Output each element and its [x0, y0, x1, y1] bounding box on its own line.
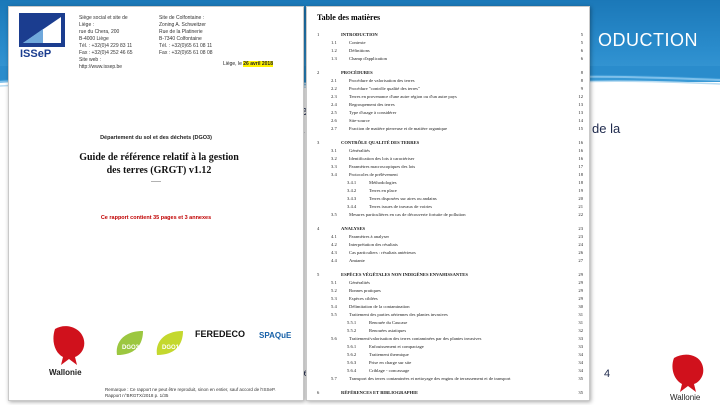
toc-entry-title: Délimitation de la contamination	[349, 304, 410, 309]
title-separator: -----	[151, 179, 161, 185]
toc-entry	[307, 319, 589, 327]
toc-entry-title: Traitement/valorisation des terres contaminées par des plantes invasives	[349, 336, 482, 341]
toc-entry-page: 23	[578, 226, 583, 231]
toc-entry	[307, 187, 589, 195]
address-line: Site de Colfontaine :	[159, 15, 205, 21]
toc-entry-page: 34	[578, 368, 583, 373]
wallonie-rooster-logo	[666, 352, 710, 402]
toc-entry-page: 13	[578, 110, 583, 115]
toc-entry-number: 2.3	[331, 94, 337, 99]
toc-entry-page: 8	[580, 78, 583, 83]
toc-entry-page: 19	[578, 188, 583, 193]
toc-entry-title: Renouées asiatiques	[369, 328, 407, 333]
toc-entry-title: Paramètres macroscopiques des lots	[349, 164, 416, 169]
toc-entry-page: 13	[578, 102, 583, 107]
toc-entry-page: 21	[578, 204, 583, 209]
toc-entry-title: Procédure "contrôle qualité des terres"	[349, 86, 420, 91]
wallonie-logo	[47, 325, 91, 377]
toc-entry-page: 29	[578, 296, 583, 301]
svg-text:DGO3: DGO3	[122, 345, 140, 351]
toc-entry-title: Bonnes pratiques	[349, 288, 381, 293]
toc-entry	[307, 55, 589, 63]
toc-entry-page: 18	[578, 172, 583, 177]
toc-entry-title: Procédure de valorisation des terres	[349, 78, 415, 83]
toc-entry-page: 31	[578, 320, 583, 325]
toc-entry-page: 6	[580, 56, 583, 61]
toc-entry-number: 3.4.1	[347, 180, 357, 185]
toc-entry-page: 27	[578, 258, 583, 263]
toc-entry-page: 34	[578, 360, 583, 365]
toc-entry	[307, 233, 589, 241]
toc-entry-number: 3.5	[331, 212, 337, 217]
dgo3-logo	[113, 329, 147, 357]
toc-entry-page: 12	[578, 94, 583, 99]
toc-entry-number: 4.4	[331, 258, 337, 263]
toc-entry	[307, 101, 589, 109]
toc-entry-page: 16	[578, 148, 583, 153]
toc-entry-page: 6	[580, 48, 583, 53]
toc-entry	[307, 327, 589, 335]
toc-entry	[307, 367, 589, 375]
toc-entry-number: 5.6.4	[347, 368, 357, 373]
toc-entry-number: 5.3	[331, 296, 337, 301]
toc-entry	[307, 139, 589, 147]
toc-entry-page: 35	[578, 376, 583, 381]
toc-entry-title: Type d'usage à considérer	[349, 110, 397, 115]
toc-entry-page: 18	[578, 180, 583, 185]
toc-entry	[307, 163, 589, 171]
toc-entry-number: 1	[317, 32, 320, 37]
toc-entry-number: 5.7	[331, 376, 337, 381]
toc-entry-number: 2.6	[331, 118, 337, 123]
toc-entry-number: 1.2	[331, 48, 337, 53]
toc-entry-page: 23	[578, 234, 583, 239]
toc-entry-title: Fraction de matière pierreuse et de matière organique	[349, 126, 447, 131]
toc-entry-title: Regroupement des terres	[349, 102, 395, 107]
cover-footer-line: Rapport n°BRGTX/2018 p. 1/35	[105, 393, 169, 398]
address-line: Site web : http://www.issep.be	[79, 57, 123, 70]
toc-entry	[307, 171, 589, 179]
toc-entry-number: 2.1	[331, 78, 337, 83]
toc-entry-page: 20	[578, 196, 583, 201]
toc-entry-number: 2.7	[331, 126, 337, 131]
toc-entry-number: 3.4.3	[347, 196, 357, 201]
toc-entry-title: Généralités	[349, 148, 370, 153]
toc-entry	[307, 389, 589, 397]
toc-entry-title: RÉFÉRENCES ET BIBLIOGRAPHIE	[341, 390, 419, 395]
toc-entry	[307, 39, 589, 47]
toc-entry-title: Généralités	[349, 280, 370, 285]
toc-entry	[307, 117, 589, 125]
toc-entry	[307, 295, 589, 303]
address-line: B-4000 Liège	[79, 36, 109, 42]
toc-entry-number: 4.1	[331, 234, 337, 239]
toc-entry	[307, 211, 589, 219]
table-of-contents-page	[306, 6, 590, 401]
toc-entry-title: Transport des terres contaminées et nettoyage des engins de terrassement et de transport	[349, 376, 511, 381]
toc-entry-title: Méthodologies	[369, 180, 397, 185]
toc-entry-number: 3.2	[331, 156, 337, 161]
toc-entry-number: 3	[317, 140, 320, 145]
toc-entry-number: 5.6.1	[347, 344, 357, 349]
toc-entry-number: 1.1	[331, 40, 337, 45]
toc-entry-number: 3.4	[331, 172, 337, 177]
toc-entry-title: ANALYSES	[341, 226, 366, 231]
toc-entry-page: 17	[578, 164, 583, 169]
toc-entry	[307, 351, 589, 359]
toc-entry	[307, 303, 589, 311]
toc-entry	[307, 343, 589, 351]
toc-entry-title: Amiante	[349, 258, 365, 263]
toc-entry-title: Enfouissement et compactage	[369, 344, 424, 349]
toc-entry-number: 5.5.2	[347, 328, 357, 333]
toc-entry	[307, 225, 589, 233]
department-name: Département du sol et des déchets (DGO3)	[100, 135, 212, 141]
toc-entry-title: Contexte	[349, 40, 366, 45]
toc-entry-number: 3.4.4	[347, 204, 357, 209]
toc-entry	[307, 179, 589, 187]
toc-entry-title: Renouée du Caucase	[369, 320, 408, 325]
toc-entry-number: 5.5.1	[347, 320, 357, 325]
toc-entry-page: 5	[580, 32, 583, 37]
toc-entry-page: 5	[580, 40, 583, 45]
toc-entry	[307, 155, 589, 163]
toc-entry-number: 4.3	[331, 250, 337, 255]
toc-entry-title: Site-source	[349, 118, 370, 123]
toc-entry	[307, 47, 589, 55]
date-value: 26 avril 2018	[243, 61, 273, 67]
address-line: B-7340 Colfontaine	[159, 36, 202, 42]
toc-entry-number: 2	[317, 70, 320, 75]
toc-entry-number: 3.4.2	[347, 188, 357, 193]
toc-entry	[307, 359, 589, 367]
toc-entry	[307, 69, 589, 77]
toc-entry	[307, 249, 589, 257]
address-line: Tél. : +32(0)65 61 08 11	[159, 43, 213, 49]
svg-text:DGO1: DGO1	[162, 345, 180, 351]
toc-entry-number: 5.4	[331, 304, 337, 309]
toc-entry-page: 26	[578, 250, 583, 255]
toc-entry-title: Interprétation des résultats	[349, 242, 398, 247]
toc-entry-title: Cas particuliers : résultats antérieurs	[349, 250, 416, 255]
toc-entry-page: 29	[578, 280, 583, 285]
toc-entry	[307, 109, 589, 117]
toc-entry-title: Protocoles de prélèvement	[349, 172, 398, 177]
toc-entry-page: 35	[578, 390, 583, 395]
toc-entry	[307, 31, 589, 39]
toc-entry	[307, 85, 589, 93]
address-line: Siège social et site de Liège :	[79, 15, 128, 28]
toc-entry-page: 14	[578, 118, 583, 123]
address-line: rue du Chera, 200	[79, 29, 120, 35]
toc-entry-number: 4	[317, 226, 320, 231]
toc-entry-title: Mesures particulières en cas de découverte fortuite de pollution	[349, 212, 466, 217]
toc-entry-page: 33	[578, 344, 583, 349]
report-date	[223, 61, 273, 67]
toc-entry-title: Identification des lots à caractériser	[349, 156, 415, 161]
toc-entry-number: 5.6.3	[347, 360, 357, 365]
toc-entry-number: 5.1	[331, 280, 337, 285]
toc-entry-number: 2.5	[331, 110, 337, 115]
toc-entry-page: 32	[578, 328, 583, 333]
toc-entry	[307, 241, 589, 249]
toc-entry-page: 29	[578, 272, 583, 277]
page-count-note: Ce rapport contient 35 pages et 3 annexes	[100, 215, 212, 221]
date-prefix: Liège, le	[222, 61, 242, 67]
toc-entry-page: 34	[578, 352, 583, 357]
toc-entry-page: 24	[578, 242, 583, 247]
toc-entry-title: Traitement des parties aériennes des plantes invasives	[349, 312, 448, 317]
spaque-logo: SPAQuE	[259, 331, 292, 340]
toc-entry	[307, 195, 589, 203]
toc-entry-number: 2.2	[331, 86, 337, 91]
toc-entry-page: 16	[578, 156, 583, 161]
toc-entry	[307, 335, 589, 343]
toc-entry	[307, 279, 589, 287]
toc-entry-number: 5.6.2	[347, 352, 357, 357]
toc-entry-number: 3.3	[331, 164, 337, 169]
toc-entry-number: 5.6	[331, 336, 337, 341]
toc-entry-title: ESPÈCES VÉGÉTALES NON INDIGÈNES ENVAHISSANTES	[341, 272, 468, 277]
toc-entry-title: Paramètres à analyser	[349, 234, 390, 239]
toc-entry-page: 22	[578, 212, 583, 217]
toc-entry-title: Terres issues de travaux de voiries	[369, 204, 433, 209]
toc-title: Table des matières	[317, 13, 381, 22]
report-title: Guide de référence relatif à la gestion des terres (GRGT) v1.12	[79, 152, 239, 176]
address-line: Tél. : +32(0)4 229 83 11	[79, 43, 133, 49]
toc-entry-title: Champ d'application	[349, 56, 387, 61]
feredeco-logo: FEREDECO	[195, 329, 246, 339]
toc-entry	[307, 287, 589, 295]
toc-entry-page: 9	[580, 86, 583, 91]
address-liege	[79, 15, 139, 71]
toc-entry-page: 33	[578, 336, 583, 341]
toc-entry	[307, 311, 589, 319]
toc-entry-title: Terres en provenance d'une autre région ou d'un autre pays	[349, 94, 457, 99]
toc-entry	[307, 271, 589, 279]
toc-entry-title: INTRODUCTION	[341, 32, 378, 37]
toc-entry-title: Terres en place	[369, 188, 397, 193]
toc-entry-title: Prise en charge sur site	[369, 360, 412, 365]
svg-text:ISSeP: ISSeP	[20, 48, 52, 60]
toc-entry-page: 29	[578, 288, 583, 293]
svg-text:Wallonie: Wallonie	[670, 393, 701, 402]
slide-title: ODUCTION	[598, 30, 698, 50]
toc-entry-page: 31	[578, 312, 583, 317]
report-cover-page	[8, 6, 304, 401]
toc-entry-title: Traitement thermique	[369, 352, 409, 357]
toc-entry-number: 5.5	[331, 312, 337, 317]
toc-entry-number: 6	[317, 390, 320, 395]
toc-entry-number: 1.3	[331, 56, 337, 61]
toc-entry	[307, 257, 589, 265]
toc-entry-number: 5	[317, 272, 320, 277]
toc-entry-title: CONTRÔLE QUALITÉ DES TERRES	[341, 140, 420, 145]
cover-footer	[105, 387, 276, 399]
toc-entry-title: Espèces ciblées	[349, 296, 378, 301]
toc-entry	[307, 375, 589, 383]
address-line: Zoning A. Schweitzer	[159, 22, 206, 28]
toc-entry-title: Définitions	[349, 48, 370, 53]
toc-entry-number: 5.2	[331, 288, 337, 293]
issep-logo	[19, 13, 65, 63]
toc-entry	[307, 203, 589, 211]
toc-entry	[307, 77, 589, 85]
address-line: Rue de la Platinerie	[159, 29, 203, 35]
toc-entry-number: 3.1	[331, 148, 337, 153]
toc-entry-title: Terres disposées sur aires ou andains	[369, 196, 437, 201]
address-line: Fax : +32(0)65 61 08 08	[159, 50, 213, 56]
slide-text-fragment: de la	[592, 121, 621, 136]
toc-entry-title: PROCÉDURES	[341, 70, 373, 75]
dgo1-logo	[153, 329, 187, 357]
toc-entry-page: 16	[578, 140, 583, 145]
toc-entry-title: Criblage - concassage	[369, 368, 410, 373]
toc-entry-number: 4.2	[331, 242, 337, 247]
slide-page-number: 4	[604, 368, 611, 380]
address-colfontaine	[159, 15, 219, 57]
toc-entry	[307, 147, 589, 155]
toc-entry-page: 15	[578, 126, 583, 131]
toc-entry	[307, 125, 589, 133]
cover-footer-line: Remarque : Ce rapport ne peut être reproduit, sinon en entier, sauf accord de l'ISSeP.	[105, 387, 276, 392]
toc-entry-page: 8	[580, 70, 583, 75]
toc-entry-number: 2.4	[331, 102, 337, 107]
address-line: Fax : +32(0)4 252 46 65	[79, 50, 133, 56]
svg-text:Wallonie: Wallonie	[49, 368, 82, 377]
toc-entry-page: 30	[578, 304, 583, 309]
toc-entry	[307, 93, 589, 101]
